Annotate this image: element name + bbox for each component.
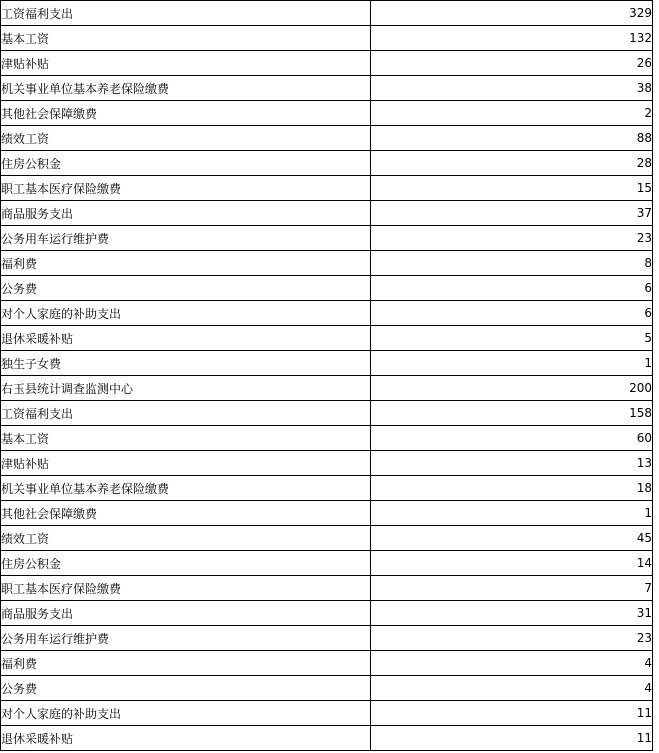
item-name-cell: 机关事业单位基本养老保险缴费 [1,476,371,501]
item-name-cell: 其他社会保障缴费 [1,501,371,526]
table-row [1,426,653,451]
item-amount-cell: 5 [371,326,653,351]
table-row [1,551,653,576]
item-name-cell: 福利费 [1,251,371,276]
item-name-cell: 公务费 [1,676,371,701]
table-row [1,226,653,251]
item-name-cell: 工资福利支出 [1,1,371,26]
item-amount-cell: 15 [371,176,653,201]
item-name-cell: 基本工资 [1,426,371,451]
item-amount-cell: 6 [371,301,653,326]
item-amount-cell: 23 [371,226,653,251]
item-name-cell: 职工基本医疗保险缴费 [1,176,371,201]
item-name-cell: 其他社会保障缴费 [1,101,371,126]
table-row [1,601,653,626]
item-name-cell: 对个人家庭的补助支出 [1,301,371,326]
item-amount-cell: 1 [371,351,653,376]
item-name-cell: 机关事业单位基本养老保险缴费 [1,76,371,101]
table-row [1,451,653,476]
table-row [1,576,653,601]
table-row [1,376,653,401]
item-name-cell: 绩效工资 [1,526,371,551]
item-amount-cell: 37 [371,201,653,226]
table-row [1,726,653,751]
item-amount-cell: 38 [371,76,653,101]
item-amount-cell: 26 [371,51,653,76]
item-name-cell: 退休采暖补贴 [1,726,371,751]
item-name-cell: 退休采暖补贴 [1,326,371,351]
item-name-cell: 对个人家庭的补助支出 [1,701,371,726]
table-row [1,126,653,151]
item-name-cell: 绩效工资 [1,126,371,151]
table-row [1,701,653,726]
item-amount-cell: 200 [371,376,653,401]
table-row [1,401,653,426]
item-name-cell: 住房公积金 [1,151,371,176]
item-amount-cell: 11 [371,726,653,751]
item-amount-cell: 6 [371,276,653,301]
table-row [1,151,653,176]
table-row [1,326,653,351]
table-row [1,76,653,101]
item-amount-cell: 2 [371,101,653,126]
table-row [1,201,653,226]
item-amount-cell: 45 [371,526,653,551]
item-amount-cell: 7 [371,576,653,601]
item-name-cell: 工资福利支出 [1,401,371,426]
item-amount-cell: 88 [371,126,653,151]
table-row [1,26,653,51]
item-name-cell: 公务用车运行维护费 [1,226,371,251]
item-amount-cell: 4 [371,676,653,701]
item-name-cell: 公务用车运行维护费 [1,626,371,651]
table-row [1,651,653,676]
item-amount-cell: 31 [371,601,653,626]
item-amount-cell: 11 [371,701,653,726]
table-row [1,51,653,76]
table-row [1,176,653,201]
item-name-cell: 基本工资 [1,26,371,51]
item-amount-cell: 158 [371,401,653,426]
item-amount-cell: 60 [371,426,653,451]
item-name-cell: 津贴补贴 [1,51,371,76]
item-amount-cell: 8 [371,251,653,276]
item-amount-cell: 329 [371,1,653,26]
item-name-cell: 公务费 [1,276,371,301]
table-row [1,476,653,501]
item-name-cell: 津贴补贴 [1,451,371,476]
item-name-cell: 商品服务支出 [1,601,371,626]
item-name-cell: 福利费 [1,651,371,676]
table-row [1,101,653,126]
item-amount-cell: 23 [371,626,653,651]
table-row [1,1,653,26]
item-name-cell: 商品服务支出 [1,201,371,226]
item-amount-cell: 13 [371,451,653,476]
item-amount-cell: 14 [371,551,653,576]
item-name-cell: 右玉县统计调查监测中心 [1,376,371,401]
table-row [1,626,653,651]
table-row [1,251,653,276]
table-row [1,526,653,551]
table-row [1,301,653,326]
item-name-cell: 独生子女费 [1,351,371,376]
item-amount-cell: 28 [371,151,653,176]
table-row [1,501,653,526]
table-row [1,351,653,376]
item-amount-cell: 1 [371,501,653,526]
budget-table-body [1,1,653,751]
item-amount-cell: 4 [371,651,653,676]
item-amount-cell: 18 [371,476,653,501]
item-name-cell: 职工基本医疗保险缴费 [1,576,371,601]
item-name-cell: 住房公积金 [1,551,371,576]
table-row [1,676,653,701]
item-amount-cell: 132 [371,26,653,51]
table-row [1,276,653,301]
